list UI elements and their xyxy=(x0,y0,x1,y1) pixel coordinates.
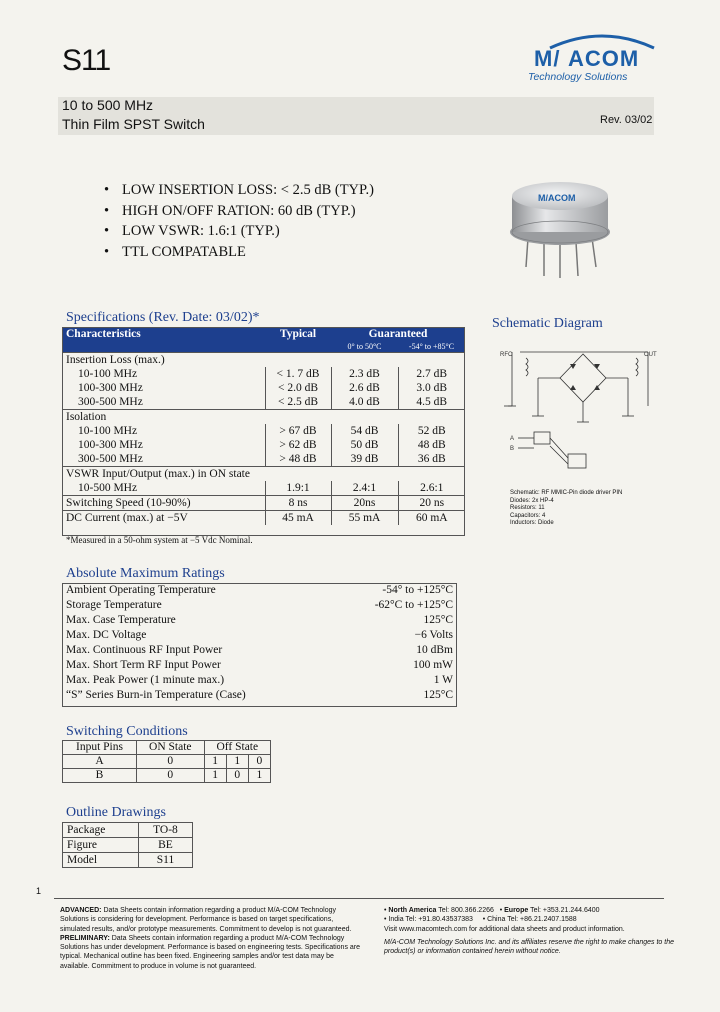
feature-list xyxy=(104,180,374,262)
abs-max-table xyxy=(62,583,457,703)
footer-notes: ADVANCED: Data Sheets contain information regarding a product M/A-COM Technology Solutions is considering for development. Performance is based on target specifications, simulated results, and/or prototype measurements. Commitment to develop is not guaranteed. PRELIMINARY: Data Sheets contain information regarding a product M/A-COM Technology Solutions has under development. Performance is based on engineering tests. Specifications are typical. Mechanical outline has been fixed. Engineering samples and/or test data may be available. Commitment to produce in volume is not guaranteed. xyxy=(60,907,361,970)
feature-item: • LOW VSWR: 1.6:1 (TYP.) xyxy=(104,221,374,242)
table-row: Switching Speed (10-90%) 8 ns 20ns 20 ns xyxy=(62,496,465,511)
table-row: Package TO-8 xyxy=(63,823,193,838)
range-2: -54° to +85°C xyxy=(398,341,465,353)
schematic-label-out: OUT xyxy=(644,352,657,358)
col-characteristics: Characteristics xyxy=(62,327,265,341)
table-row: 10-100 MHz < 1. 7 dB 2.3 dB 2.7 dB xyxy=(62,367,465,381)
footer-disclaimer: M/A-COM Technology Solutions Inc. and its affiliates reserve the right to make changes to the product(s) or information contained herein without notice. xyxy=(384,938,674,956)
table-row: B 0 1 0 1 xyxy=(63,769,271,783)
specs-title: Specifications (Rev. Date: 03/02)* xyxy=(66,310,260,325)
footer-divider xyxy=(54,898,664,899)
range-1: 0° to 50°C xyxy=(331,341,398,353)
schematic-legend: Schematic: RF MMIC-Pin diode driver PIN Diodes: 2x HP-4 Resistors: 11 Capacitors: 4 Inductors: Diode xyxy=(510,490,623,526)
svg-text:M/: M/ xyxy=(534,46,561,71)
table-row: Max. Peak Power (1 minute max.) 1 W xyxy=(66,674,453,686)
table-row: Max. DC Voltage −6 Volts xyxy=(66,629,453,641)
table-row: 10-500 MHz 1.9:1 2.4:1 2.6:1 xyxy=(62,481,465,496)
table-row: A 0 1 1 0 xyxy=(63,755,271,769)
specifications-table xyxy=(62,327,465,525)
schematic-title: Schematic Diagram xyxy=(492,316,603,331)
abs-max-title: Absolute Maximum Ratings xyxy=(66,566,225,581)
frequency-range: 10 to 500 MHz xyxy=(62,97,154,113)
specs-footnote: *Measured in a 50-ohm system at −5 Vdc Nominal. xyxy=(66,535,253,545)
feature-item: • HIGH ON/OFF RATION: 60 dB (TYP.) xyxy=(104,201,374,222)
outline-table xyxy=(62,822,193,868)
schematic-label-b: B xyxy=(510,446,515,452)
product-image xyxy=(500,172,620,282)
table-row: 300-500 MHz < 2.5 dB 4.0 dB 4.5 dB xyxy=(62,395,465,410)
table-row: Max. Short Term RF Input Power 100 mW xyxy=(66,659,453,671)
table-row: Storage Temperature -62°C to +125°C xyxy=(66,599,453,611)
col-typical: Typical xyxy=(265,327,331,341)
product-description: Thin Film SPST Switch xyxy=(62,116,205,132)
table-row: 300-500 MHz > 48 dB 39 dB 36 dB xyxy=(62,452,465,467)
table-row: Max. Continuous RF Input Power 10 dBm xyxy=(66,644,453,656)
macom-logo xyxy=(522,30,682,90)
table-row: 10-100 MHz > 67 dB 54 dB 52 dB xyxy=(62,424,465,438)
table-row: “S” Series Burn-in Temperature (Case) 125°C xyxy=(66,689,453,701)
revision: Rev. 03/02 xyxy=(600,114,653,126)
product-label: M/ACOM xyxy=(538,193,576,203)
schematic-label-a: A xyxy=(510,436,515,442)
isolation-label: Isolation xyxy=(66,411,107,423)
feature-item: • LOW INSERTION LOSS: < 2.5 dB (TYP.) xyxy=(104,180,374,201)
page-number: 1 xyxy=(36,886,42,896)
table-row: Max. Case Temperature 125°C xyxy=(66,614,453,626)
feature-item: • TTL COMPATABLE xyxy=(104,242,374,263)
table-row: Figure BE xyxy=(63,838,193,853)
switching-title: Switching Conditions xyxy=(66,724,188,739)
col-guaranteed: Guaranteed xyxy=(331,327,465,341)
table-row: DC Current (max.) at −5V 45 mA 55 mA 60 mA xyxy=(62,511,465,526)
part-number: S11 xyxy=(62,44,111,77)
table-row: Ambient Operating Temperature -54° to +125°C xyxy=(66,584,453,596)
outline-title: Outline Drawings xyxy=(66,805,166,820)
insertion-loss-label: Insertion Loss (max.) xyxy=(66,354,165,366)
table-row: 100-300 MHz > 62 dB 50 dB 48 dB xyxy=(62,438,465,452)
footer-contacts: • North America Tel: 800.366.2266 • Europe Tel: +353.21.244.6400 • India Tel: +91.80.43537383 • China Tel: +86.21.2407.1588 Visit www.macomtech.com for additional data sheets and product information. M/A-COM Technology Solutions Inc. and its affiliates reserve the right to make changes to the product(s) or information contained herein without notice. xyxy=(384,907,674,956)
schematic-label-rfc: RFC xyxy=(500,352,513,358)
switching-table: Input Pins ON State Off State A 0 1 1 0 B 0 1 0 1 xyxy=(62,740,271,783)
logo-tagline: Technology Solutions xyxy=(528,71,628,83)
table-row: 100-300 MHz < 2.0 dB 2.6 dB 3.0 dB xyxy=(62,381,465,395)
vswr-label: VSWR Input/Output (max.) in ON state xyxy=(66,468,250,480)
table-row: Model S11 xyxy=(63,853,193,868)
website-link[interactable]: Visit www.macomtech.com for additional data sheets and product information. xyxy=(384,925,625,933)
svg-text:ACOM: ACOM xyxy=(568,46,640,71)
